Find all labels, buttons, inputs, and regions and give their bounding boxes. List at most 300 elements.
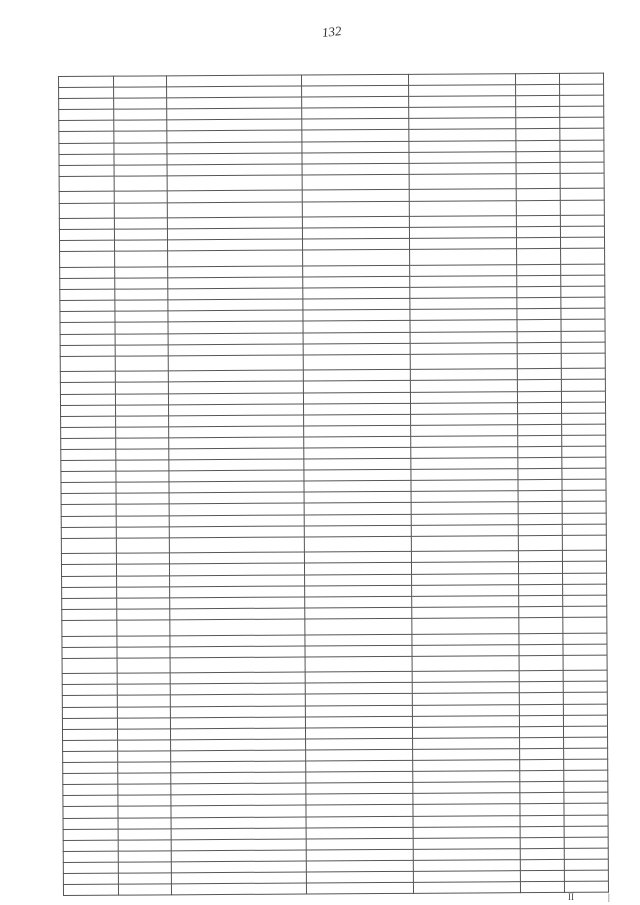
cell-locality	[117, 598, 170, 609]
cell-year	[518, 491, 562, 502]
cell-year	[518, 502, 562, 513]
cell-month	[562, 551, 606, 562]
cell-locality	[116, 460, 169, 471]
cell-district	[59, 121, 114, 132]
cell-org	[413, 848, 520, 860]
cell-org	[413, 815, 520, 827]
cell-district	[60, 323, 115, 334]
cell-work	[171, 816, 306, 828]
cell-year	[517, 369, 561, 380]
cell-address	[303, 299, 410, 311]
cell-work	[167, 217, 302, 229]
cell-org	[413, 882, 520, 894]
cell-work	[168, 344, 303, 356]
cell-address	[304, 503, 411, 515]
cell-month	[563, 715, 607, 726]
cell-district	[61, 527, 116, 538]
cell-district	[63, 873, 118, 884]
cell-address	[305, 656, 412, 672]
cell-work	[170, 608, 305, 620]
cell-district	[62, 587, 117, 598]
cell-address	[306, 827, 413, 839]
cell-locality	[114, 131, 167, 142]
cell-month	[563, 617, 607, 633]
cell-address	[306, 849, 413, 861]
cell-org	[411, 469, 518, 481]
cell-locality	[117, 729, 170, 740]
cell-locality	[116, 404, 169, 415]
cell-month	[563, 670, 607, 681]
cell-address	[302, 130, 409, 142]
cell-year	[520, 826, 564, 837]
cell-work	[170, 619, 305, 635]
cell-district	[61, 505, 116, 516]
cell-org	[411, 447, 518, 459]
cell-org	[413, 837, 520, 849]
cell-year	[519, 595, 563, 606]
cell-month	[562, 502, 606, 513]
cell-month	[562, 491, 606, 502]
cell-address	[305, 683, 412, 695]
cell-org	[409, 216, 516, 228]
cell-locality	[117, 646, 170, 657]
cell-locality	[118, 840, 171, 851]
cell-year	[517, 309, 561, 320]
cell-work	[169, 492, 304, 504]
cell-month	[564, 859, 608, 870]
cell-locality	[116, 416, 169, 427]
cell-month	[562, 446, 606, 457]
cell-month	[562, 562, 606, 573]
cell-org	[412, 633, 519, 645]
cell-locality	[116, 427, 169, 438]
cell-month	[560, 118, 604, 129]
cell-year	[519, 573, 563, 584]
cell-org	[410, 249, 517, 265]
cell-work	[170, 683, 305, 695]
cell-locality	[116, 493, 169, 504]
cell-address	[303, 239, 410, 251]
cell-locality	[117, 658, 170, 674]
cell-year	[518, 402, 562, 413]
cell-org	[410, 238, 517, 250]
cell-year	[516, 129, 560, 140]
cell-work	[171, 883, 306, 895]
cell-month	[564, 848, 608, 859]
cell-locality	[116, 471, 169, 482]
cell-year	[516, 216, 560, 227]
cell-locality	[114, 76, 167, 87]
cell-district	[63, 740, 118, 751]
cell-district	[62, 576, 117, 587]
cell-year	[518, 524, 562, 535]
cell-district	[60, 278, 115, 289]
cell-district	[61, 449, 116, 460]
cell-month	[560, 140, 604, 151]
cell-org	[412, 715, 519, 727]
cell-district	[61, 471, 116, 482]
cell-work	[171, 739, 306, 751]
cell-org	[411, 491, 518, 503]
cell-district	[59, 203, 114, 219]
cell-district	[59, 165, 114, 176]
cell-year	[516, 227, 560, 238]
cell-org	[409, 118, 516, 130]
cell-work	[167, 86, 302, 98]
cell-address	[305, 705, 412, 717]
cell-address	[302, 190, 409, 202]
cell-locality	[117, 695, 170, 706]
cell-address	[304, 470, 411, 482]
cell-address	[303, 343, 410, 355]
cell-work	[171, 750, 306, 762]
cell-org	[411, 535, 518, 551]
cell-address	[303, 265, 410, 277]
cell-year	[517, 298, 561, 309]
cell-district	[59, 76, 114, 87]
cell-locality	[114, 191, 167, 202]
cell-org	[410, 331, 517, 343]
cell-district	[60, 267, 115, 278]
cell-locality	[118, 773, 171, 784]
cell-org	[409, 140, 516, 152]
cell-district	[62, 598, 117, 609]
cell-district	[63, 862, 118, 873]
cell-address	[306, 816, 413, 828]
cell-org	[413, 738, 520, 750]
cell-address	[303, 332, 410, 344]
cell-district	[59, 87, 114, 98]
cell-month	[560, 226, 604, 237]
cell-org	[413, 804, 520, 816]
cell-month	[560, 106, 604, 117]
cell-org	[412, 595, 519, 607]
cell-locality	[114, 142, 167, 153]
cell-month	[562, 402, 606, 413]
cell-year	[516, 200, 560, 216]
cell-district	[61, 416, 116, 427]
cell-year	[517, 391, 561, 402]
cell-address	[302, 85, 409, 97]
cell-org	[410, 298, 517, 310]
cell-district	[61, 494, 116, 505]
cell-address	[302, 216, 409, 228]
cell-org	[409, 96, 516, 108]
cell-locality	[115, 251, 168, 267]
cell-org	[410, 391, 517, 403]
cell-org	[409, 200, 516, 216]
cell-address	[303, 370, 410, 382]
cell-org	[413, 749, 520, 761]
cell-district	[63, 807, 118, 818]
cell-address	[306, 794, 413, 806]
cell-month	[564, 781, 608, 792]
schedule-table-body	[59, 73, 609, 895]
cell-locality	[114, 120, 167, 131]
cell-address	[302, 141, 409, 153]
cell-work	[168, 355, 303, 371]
cell-locality	[115, 333, 168, 344]
cell-locality	[115, 356, 168, 372]
cell-district	[59, 132, 114, 143]
cell-address	[303, 321, 410, 333]
cell-year	[519, 644, 563, 655]
cell-month	[560, 173, 604, 189]
cell-org	[412, 726, 519, 738]
cell-address	[304, 481, 411, 493]
cell-work	[169, 459, 304, 471]
cell-address	[306, 838, 413, 850]
cell-year	[516, 238, 560, 249]
cell-year	[517, 249, 561, 265]
cell-address	[304, 447, 411, 459]
cell-district	[59, 192, 114, 203]
cell-month	[564, 826, 608, 837]
cell-locality	[114, 165, 167, 176]
cell-work	[167, 97, 302, 109]
cell-district	[60, 356, 115, 372]
cell-locality	[115, 300, 168, 311]
cell-work	[169, 404, 304, 416]
cell-month	[562, 524, 606, 535]
cell-year	[516, 118, 560, 129]
cell-work	[169, 470, 304, 482]
cell-locality	[118, 806, 171, 817]
cell-org	[412, 644, 519, 656]
cell-address	[303, 250, 410, 266]
cell-locality	[115, 267, 168, 278]
cell-work	[169, 563, 304, 575]
cell-address	[306, 882, 413, 894]
cell-locality	[114, 229, 167, 240]
cell-locality	[114, 109, 167, 120]
cell-locality	[116, 504, 169, 515]
cell-month	[562, 468, 606, 479]
cell-month	[561, 380, 605, 391]
cell-district	[61, 565, 116, 576]
cell-district	[62, 609, 117, 620]
cell-org	[413, 826, 520, 838]
cell-locality	[115, 289, 168, 300]
cell-district	[62, 673, 117, 684]
cell-year	[520, 759, 564, 770]
cell-district	[63, 840, 118, 851]
cell-locality	[114, 176, 167, 192]
cell-district	[63, 884, 118, 895]
cell-month	[560, 95, 604, 106]
cell-year	[518, 435, 562, 446]
cell-locality	[118, 784, 171, 795]
cell-year	[515, 73, 559, 84]
cell-org	[413, 771, 520, 783]
cell-year	[517, 320, 561, 331]
cell-org	[413, 782, 520, 794]
cell-month	[564, 870, 608, 881]
cell-org	[411, 402, 518, 414]
cell-work	[171, 839, 306, 851]
cell-org	[411, 436, 518, 448]
cell-year	[516, 162, 560, 173]
cell-org	[411, 458, 518, 470]
cell-district	[63, 795, 118, 806]
cell-locality	[118, 862, 171, 873]
cell-locality	[115, 371, 168, 382]
cell-org	[410, 309, 517, 321]
cell-org	[409, 85, 516, 97]
cell-org	[411, 480, 518, 492]
cell-district	[62, 729, 117, 740]
cell-org	[409, 151, 516, 163]
cell-address	[302, 119, 409, 131]
cell-year	[518, 413, 562, 424]
cell-district	[59, 176, 114, 192]
cell-district	[63, 784, 118, 795]
cell-month	[562, 457, 606, 468]
cell-work	[170, 717, 305, 729]
cell-year	[517, 287, 561, 298]
cell-district	[59, 98, 114, 109]
cell-district	[62, 707, 117, 718]
cell-year	[520, 837, 564, 848]
cell-locality	[114, 98, 167, 109]
cell-district	[61, 482, 116, 493]
cell-work	[167, 164, 302, 176]
cell-month	[564, 815, 608, 826]
cell-address	[305, 634, 412, 646]
cell-work	[171, 794, 306, 806]
cell-district	[61, 427, 116, 438]
cell-year	[519, 693, 563, 704]
cell-address	[304, 458, 411, 470]
cell-locality	[117, 609, 170, 620]
cell-locality	[115, 344, 168, 355]
cell-address	[305, 694, 412, 706]
cell-year	[519, 671, 563, 682]
cell-district	[62, 647, 117, 658]
cell-month	[561, 391, 605, 402]
cell-work	[171, 872, 306, 884]
cell-locality	[116, 515, 169, 526]
cell-org	[412, 573, 519, 585]
cell-locality	[118, 795, 171, 806]
cell-year	[517, 331, 561, 342]
cell-address	[304, 514, 411, 526]
cell-district	[63, 751, 118, 762]
cell-org	[410, 369, 517, 381]
cell-district	[60, 252, 115, 268]
cell-month	[561, 275, 605, 286]
cell-locality	[118, 751, 171, 762]
cell-locality	[117, 673, 170, 684]
cell-year	[519, 633, 563, 644]
cell-district	[60, 345, 115, 356]
cell-month	[563, 584, 607, 595]
cell-district	[60, 334, 115, 345]
cell-org	[410, 380, 517, 392]
cell-district	[62, 636, 117, 647]
cell-work	[168, 381, 303, 393]
cell-locality	[114, 87, 167, 98]
cell-locality	[116, 538, 169, 554]
cell-month	[563, 573, 607, 584]
cell-work	[167, 119, 302, 131]
cell-work	[168, 277, 303, 289]
cell-year	[516, 107, 560, 118]
cell-address	[302, 108, 409, 120]
cell-org	[412, 584, 519, 596]
cell-work	[170, 657, 305, 673]
cell-address	[304, 563, 411, 575]
bottom-mark-1: II	[568, 892, 574, 902]
cell-address	[304, 492, 411, 504]
cell-address	[305, 672, 412, 684]
cell-address	[305, 574, 412, 586]
cell-org	[410, 342, 517, 354]
cell-year	[519, 606, 563, 617]
cell-district	[60, 383, 115, 394]
cell-month	[563, 655, 607, 671]
cell-locality	[117, 635, 170, 646]
cell-month	[562, 513, 606, 524]
cell-work	[169, 426, 304, 438]
cell-locality	[114, 153, 167, 164]
cell-address	[302, 174, 409, 190]
cell-year	[520, 748, 564, 759]
cell-year	[516, 140, 560, 151]
cell-work	[169, 437, 304, 449]
cell-district	[60, 300, 115, 311]
cell-month	[564, 737, 608, 748]
cell-district	[62, 658, 117, 674]
cell-month	[564, 770, 608, 781]
cell-locality	[116, 438, 169, 449]
cell-work	[168, 250, 303, 266]
cell-year	[518, 480, 562, 491]
cell-year	[517, 353, 561, 369]
cell-address	[302, 201, 409, 217]
cell-district	[60, 240, 115, 251]
cell-org	[409, 129, 516, 141]
cell-district	[62, 696, 117, 707]
cell-month	[560, 237, 604, 248]
cell-org	[411, 502, 518, 514]
cell-month	[563, 693, 607, 704]
cell-year	[516, 151, 560, 162]
cell-locality	[115, 393, 168, 404]
cell-locality	[118, 740, 171, 751]
cell-org	[412, 671, 519, 683]
cell-address	[304, 525, 411, 537]
cell-district	[60, 312, 115, 323]
cell-locality	[117, 586, 170, 597]
cell-address	[303, 288, 410, 300]
cell-locality	[114, 218, 167, 229]
cell-work	[168, 239, 303, 251]
cell-district	[63, 829, 118, 840]
cell-org	[413, 760, 520, 772]
cell-locality	[117, 575, 170, 586]
cell-year	[519, 584, 563, 595]
cell-month	[560, 215, 604, 226]
cell-org	[411, 425, 518, 437]
cell-locality	[115, 322, 168, 333]
cell-address	[303, 381, 410, 393]
cell-year	[519, 655, 563, 671]
cell-year	[516, 173, 560, 189]
cell-year	[519, 726, 563, 737]
cell-org	[409, 162, 516, 174]
cell-work	[171, 828, 306, 840]
